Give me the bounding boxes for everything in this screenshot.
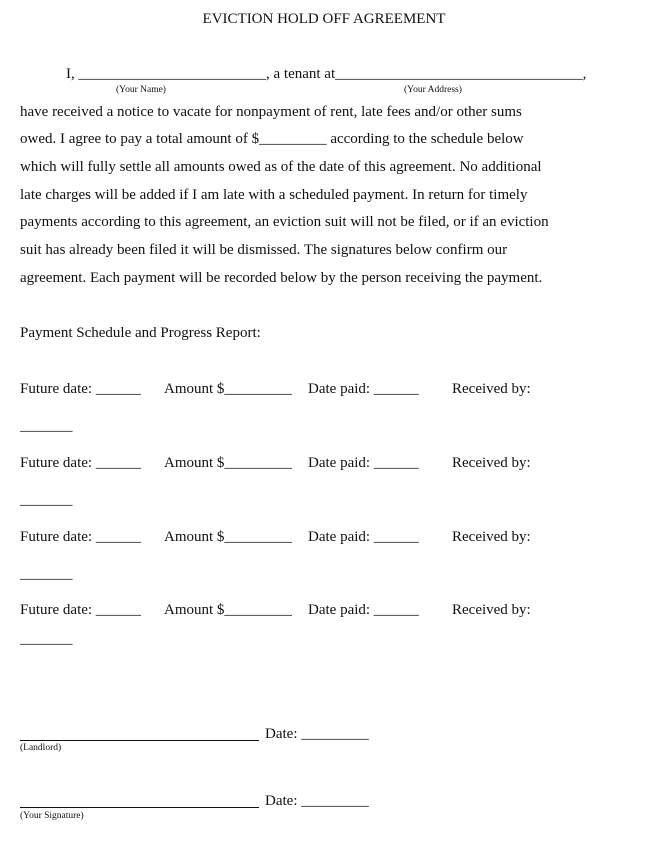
date-paid-field[interactable]: Date paid: ______ bbox=[308, 381, 419, 397]
name-caption: (Your Name) bbox=[116, 85, 166, 95]
body-line: suit has already been filed it will be dismissed. The signatures below confirm our bbox=[20, 242, 508, 258]
future-date-field[interactable]: Future date: ______ bbox=[20, 455, 141, 471]
document-title: EVICTION HOLD OFF AGREEMENT bbox=[202, 11, 446, 27]
tenant-address-blank[interactable]: _________________________________ bbox=[335, 66, 583, 82]
received-by-label: Received by: bbox=[452, 529, 531, 545]
future-date-field[interactable]: Future date: ______ bbox=[20, 381, 141, 397]
received-by-blank[interactable]: _______ bbox=[20, 566, 73, 582]
intro-middle: , a tenant at bbox=[266, 66, 336, 82]
intro-suffix: , bbox=[582, 66, 587, 82]
address-caption: (Your Address) bbox=[404, 85, 462, 95]
amount-field[interactable]: Amount $_________ bbox=[164, 455, 292, 471]
tenant-signature-line[interactable] bbox=[20, 807, 259, 808]
body-line: late charges will be added if I am late with a scheduled payment. In return for timely bbox=[20, 187, 528, 203]
landlord-caption: (Landlord) bbox=[20, 743, 62, 753]
body-line: owed. I agree to pay a total amount of $_________ according to the schedule below bbox=[20, 131, 524, 147]
intro-prefix: I, bbox=[66, 66, 79, 82]
body-line: payments according to this agreement, an eviction suit will not be filed, or if an eviction bbox=[20, 214, 549, 230]
amount-field[interactable]: Amount $_________ bbox=[164, 381, 292, 397]
date-paid-field[interactable]: Date paid: ______ bbox=[308, 455, 419, 471]
tenant-date-field[interactable]: Date: _________ bbox=[265, 793, 369, 809]
received-by-blank[interactable]: _______ bbox=[20, 631, 73, 647]
future-date-field[interactable]: Future date: ______ bbox=[20, 529, 141, 545]
future-date-field[interactable]: Future date: ______ bbox=[20, 602, 141, 618]
received-by-label: Received by: bbox=[452, 602, 531, 618]
amount-field[interactable]: Amount $_________ bbox=[164, 529, 292, 545]
body-line: which will fully settle all amounts owed as of the date of this agreement. No additional bbox=[20, 159, 542, 175]
received-by-blank[interactable]: _______ bbox=[20, 492, 73, 508]
date-paid-field[interactable]: Date paid: ______ bbox=[308, 602, 419, 618]
landlord-signature-line[interactable] bbox=[20, 740, 259, 741]
tenant-signature-caption: (Your Signature) bbox=[20, 811, 84, 821]
received-by-label: Received by: bbox=[452, 381, 531, 397]
received-by-label: Received by: bbox=[452, 455, 531, 471]
amount-field[interactable]: Amount $_________ bbox=[164, 602, 292, 618]
tenant-name-blank[interactable]: _________________________ bbox=[78, 66, 266, 82]
date-paid-field[interactable]: Date paid: ______ bbox=[308, 529, 419, 545]
landlord-date-field[interactable]: Date: _________ bbox=[265, 726, 369, 742]
body-line: agreement. Each payment will be recorded below by the person receiving the payment. bbox=[20, 270, 543, 286]
schedule-heading: Payment Schedule and Progress Report: bbox=[20, 325, 261, 341]
received-by-blank[interactable]: _______ bbox=[20, 418, 73, 434]
body-line: have received a notice to vacate for nonpayment of rent, late fees and/or other sums bbox=[20, 104, 522, 120]
intro-line bbox=[66, 65, 586, 83]
